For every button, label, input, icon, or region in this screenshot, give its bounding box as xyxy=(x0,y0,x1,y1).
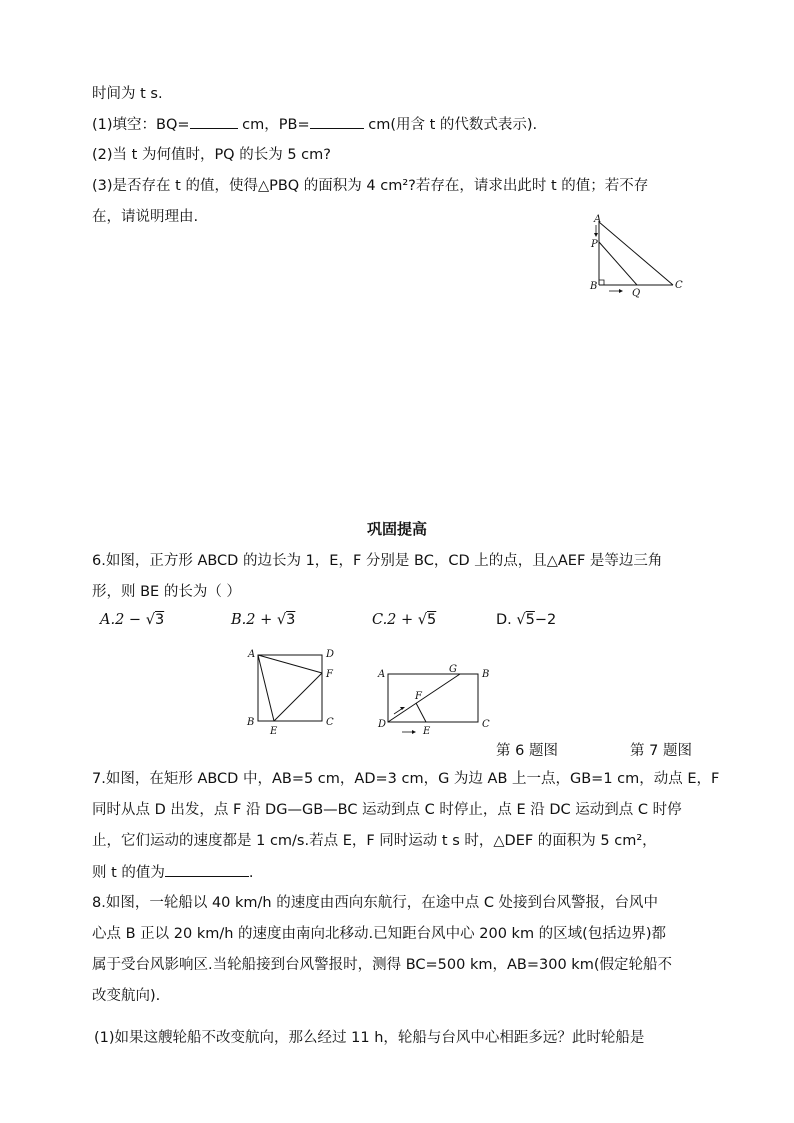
segment-ef xyxy=(274,673,322,721)
q6-option-b-radicand: 3 xyxy=(286,612,296,628)
q7-rectangle-figure xyxy=(372,660,492,740)
q6-option-d-prefix: D. xyxy=(496,612,517,628)
label-b: B xyxy=(590,281,598,292)
q7-caption: 第 7 题图 xyxy=(630,743,692,759)
q7-line2: 同时从点 D 出发，点 F 沿 DG—GB—BC 运动到点 C 时停止，点 E 沿 DC 运动到点 C 时停 xyxy=(92,802,682,818)
q6-option-c xyxy=(372,612,436,628)
q6-option-b xyxy=(231,612,295,628)
label-f: F xyxy=(415,691,422,702)
q5-part2: (2)当 t 为何值时，PQ 的长为 5 cm? xyxy=(92,147,331,163)
q7-line3: 止，它们运动的速度都是 1 cm/s.若点 E，F 同时运动 t s 时，△DEF 的面积为 5 cm²， xyxy=(92,833,657,849)
right-angle-mark xyxy=(599,280,604,285)
q-arrowhead xyxy=(619,289,623,293)
section-title: 巩固提高 xyxy=(366,520,427,538)
label-f: F xyxy=(326,669,333,680)
label-a: A xyxy=(378,669,386,680)
label-c: C xyxy=(675,280,683,291)
e-arrowhead xyxy=(412,730,416,734)
q5-part3-line2: 在，请说明理由. xyxy=(92,209,199,225)
q7-line4 xyxy=(92,862,254,883)
q6-option-b-prefix: B.2 + xyxy=(231,612,277,628)
q7-line1: 7.如图，在矩形 ABCD 中，AB=5 cm，AD=3 cm，G 为边 AB 上一点，GB=1 cm，动点 E，F xyxy=(92,771,720,787)
q8-line2: 心点 B 正以 20 km/h 的速度由南向北移动.已知距台风中心 200 km 的区域(包括边界)都 xyxy=(92,926,666,942)
q8-line3: 属于受台风影响区.当轮船接到台风警报时，测得 BC=500 km，AB=300 km(假定轮船不 xyxy=(92,957,672,973)
segment-af xyxy=(258,655,322,673)
sqrt-symbol: √ xyxy=(145,612,155,628)
q6-option-d-radicand: 5 xyxy=(525,612,535,628)
label-g: G xyxy=(449,664,457,675)
q7-line4-text: 则 t 的值为 xyxy=(92,865,165,881)
q7-line4-period: . xyxy=(248,865,254,881)
q5-part1-text-b: cm，PB= xyxy=(237,117,310,133)
p-arrowhead xyxy=(594,233,598,237)
segment-fe xyxy=(416,703,426,722)
segment-ae xyxy=(258,655,274,721)
label-c: C xyxy=(482,719,490,730)
q6-option-d-suffix: −2 xyxy=(534,612,557,628)
segment-dg xyxy=(388,674,460,722)
q6-option-d xyxy=(496,612,556,628)
q5-part1 xyxy=(92,114,537,135)
square-abcd xyxy=(258,655,322,721)
q8-line4: 改变航向). xyxy=(92,988,161,1004)
segment-pq xyxy=(599,242,637,285)
label-q: Q xyxy=(632,288,641,298)
q8-line1: 8.如图，一轮船以 40 km/h 的速度由西向东航行，在途中点 C 处接到台风警报，台风中 xyxy=(92,895,659,911)
q6-line1: 6.如图，正方形 ABCD 的边长为 1，E，F 分别是 BC，CD 上的点，且△AEF 是等边三角 xyxy=(92,553,663,569)
q5-triangle-figure xyxy=(585,212,695,298)
sqrt-symbol: √ xyxy=(276,612,287,628)
label-p: P xyxy=(591,239,598,250)
sqrt-symbol: √ xyxy=(417,612,428,628)
rectangle-abcd xyxy=(388,674,478,722)
side-ac xyxy=(599,222,673,285)
label-b: B xyxy=(247,717,255,728)
label-e: E xyxy=(423,726,431,737)
label-d: D xyxy=(378,719,387,730)
q6-option-a-radicand: 3 xyxy=(154,612,165,628)
label-b: B xyxy=(482,669,490,680)
q5-part3-line1: (3)是否存在 t 的值，使得△PBQ 的面积为 4 cm²?若存在，请求出此时 t 的值；若不存 xyxy=(92,178,649,194)
label-d: D xyxy=(326,649,335,660)
label-a: A xyxy=(594,214,602,225)
q6-option-a-prefix: A.2 − xyxy=(100,612,146,628)
label-e: E xyxy=(270,726,278,737)
q5-part1-text-c: cm(用含 t 的代数式表示). xyxy=(363,117,538,133)
sqrt-symbol: √ xyxy=(516,612,526,628)
q8-part1: (1)如果这艘轮船不改变航向，那么经过 11 h，轮船与台风中心相距多远？此时轮船是 xyxy=(94,1030,645,1046)
q6-square-figure xyxy=(242,645,342,737)
q6-option-a xyxy=(100,612,164,628)
label-c: C xyxy=(326,717,334,728)
q5-intro: 时间为 t s. xyxy=(92,86,163,102)
q6-option-c-prefix: C.2 + xyxy=(372,612,418,628)
q6-line2: 形，则 BE 的长为（ ） xyxy=(92,584,241,600)
q6-caption: 第 6 题图 xyxy=(496,743,558,759)
bq-answer-blank xyxy=(190,114,238,129)
label-a: A xyxy=(248,649,256,660)
q5-part1-text-a: (1)填空：BQ= xyxy=(92,117,190,133)
pb-answer-blank xyxy=(310,114,364,129)
q7-answer-blank xyxy=(165,862,249,877)
q6-option-c-radicand: 5 xyxy=(427,612,437,628)
